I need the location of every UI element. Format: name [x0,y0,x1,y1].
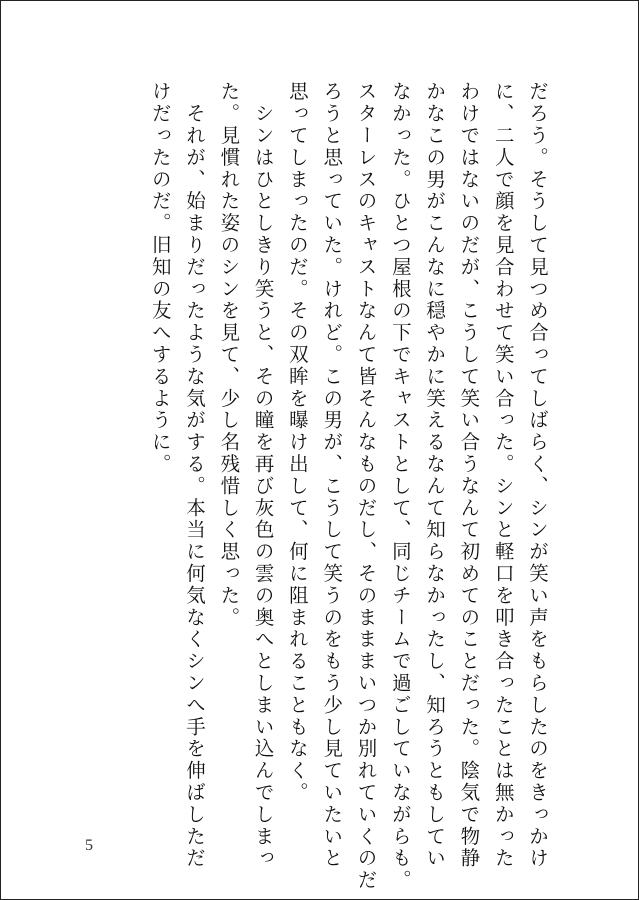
text-line: た。見慣れた姿のシンを見て、少し名残惜しく思った。 [217,81,241,629]
vertical-text-body [142,81,554,892]
text-line: それが、始まりだったような気がする。本当に何気なくシンへ手を伸ばしただ [183,81,207,870]
page-number: 5 [85,837,93,854]
text-line: なかった。ひとつ屋根の下でキャストとして、同じチームで過ごしていながらも。 [388,81,412,892]
text-line: かなこの男がこんなに穏やかに笑えるなんて知らなかったし、知ろうともしてい [423,81,447,870]
text-line: スターレスのキャストなんて皆そんなものだし、そのまままいつか別れていくのだ [354,81,378,892]
text-line: 思ってしまったのだ。その双眸を曝け出して、何に阻まれることもなく。 [285,81,309,804]
text-line: ろうと思っていた。けれど。この男が、こうして笑うのをもう少し見ていたいと [320,81,344,870]
text-line: に、二人で顔を見合わせて笑い合った。シンと軽口を叩き合ったことは無かった [491,81,515,870]
text-line: シンはひとしきり笑うと、その瞳を再び灰色の雲の奥へとしまい込んでしまっ [251,81,275,870]
text-line: わけではないのだが、こうして笑い合うなんて初めてのことだった。陰気で物静 [457,81,481,870]
text-line: けだったのだ。旧知の友へするように。 [148,81,172,476]
text-line: だろう。そうして見つめ合ってしばらく、シンが笑い声をもらしたのをきっかけ [526,81,549,870]
